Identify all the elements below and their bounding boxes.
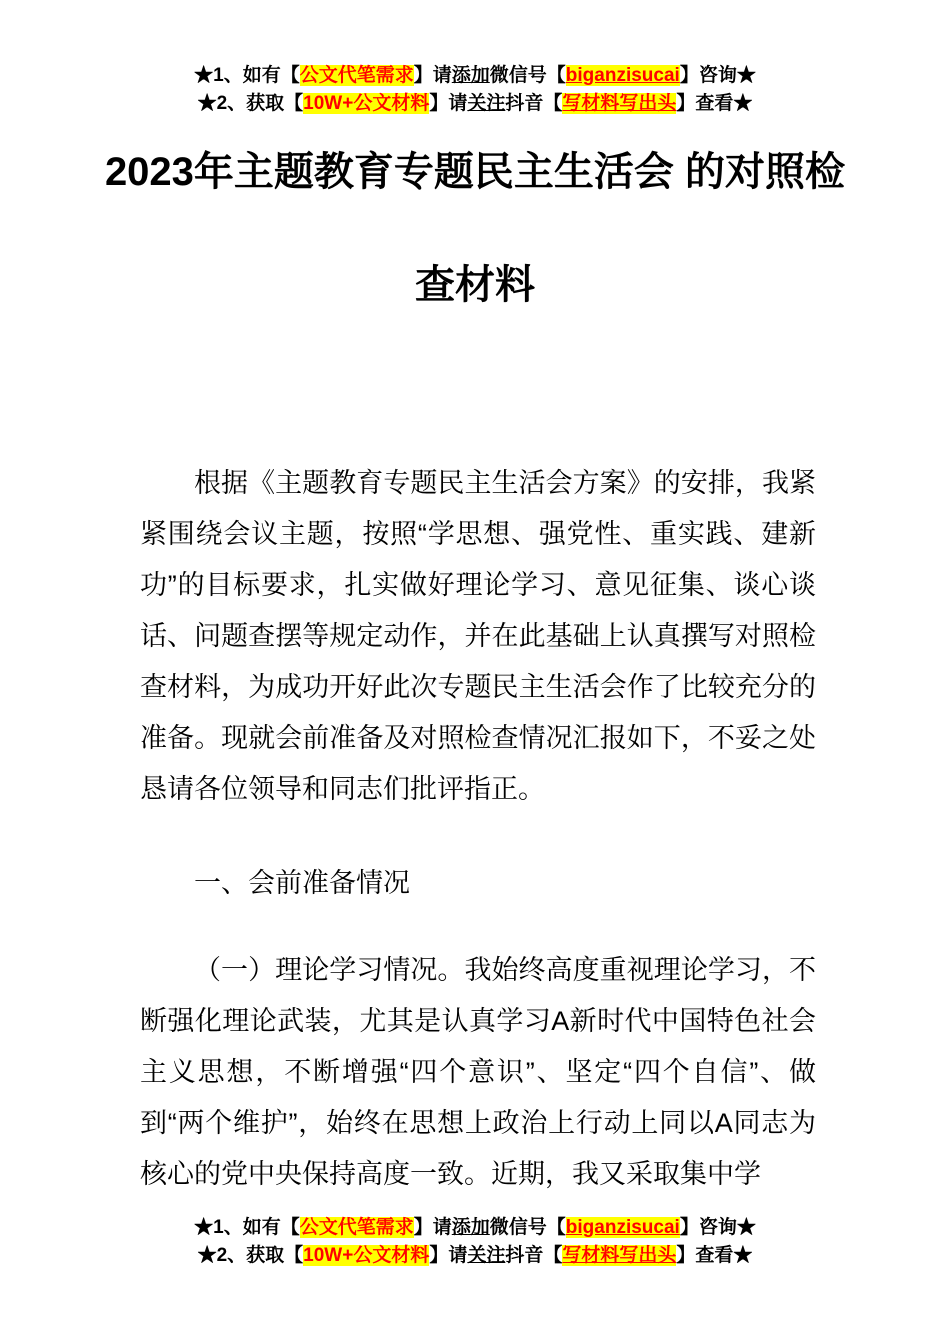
promo-highlighted-text: 写材料写出头 <box>562 1245 677 1266</box>
promo-text: 抖音【 <box>505 93 563 114</box>
promo-highlighted-text: biganzisucai <box>565 65 680 86</box>
promo-footer <box>0 1214 950 1270</box>
promo-underlined-text: 关注 <box>467 1245 506 1266</box>
promo-underlined-text: 添加 <box>451 65 490 86</box>
promo-highlighted-text: 10W+公文材料 <box>303 93 430 114</box>
promo-highlighted-text: biganzisucai <box>565 1217 680 1238</box>
promo-text: 】咨询★ <box>679 1217 756 1238</box>
promo-text: 】查看★ <box>676 93 753 114</box>
promo-underlined-text: 添加 <box>451 1217 490 1238</box>
body-paragraph: （一）理论学习情况。我始终高度重视理论学习，不断强化理论武装，尤其是认真学习A新时代中国特色社会主义思想，不断增强“四个意识”、坚定“四个自信”、做到“两个维护”，始终在思想上政治上行动上同以A同志为核心的党中央保持高度一致。近期，我又采取集中学 <box>140 955 816 1189</box>
promo-text: ★2、获取【 <box>197 1245 304 1266</box>
promo-text: 】请 <box>413 65 452 86</box>
promo-text: ★2、获取【 <box>197 93 304 114</box>
document-title <box>95 116 855 342</box>
promo-text: 】请 <box>429 93 468 114</box>
promo-line <box>0 1242 950 1270</box>
promo-text: ★1、如有【 <box>194 65 300 86</box>
document-body <box>140 458 816 1200</box>
promo-text: 微信号【 <box>489 1217 566 1238</box>
document-title-line: 查材料 <box>415 263 535 307</box>
promo-line <box>0 90 950 118</box>
promo-line <box>0 62 950 90</box>
promo-text: 】请 <box>429 1245 468 1266</box>
section-heading: 一、会前准备情况 <box>194 868 410 898</box>
promo-highlighted-text: 10W+公文材料 <box>303 1245 430 1266</box>
promo-line <box>0 1214 950 1242</box>
promo-text: 微信号【 <box>489 65 566 86</box>
promo-text: 】查看★ <box>676 1245 753 1266</box>
promo-text: ★1、如有【 <box>194 1217 300 1238</box>
promo-highlighted-text: 公文代笔需求 <box>299 1217 414 1238</box>
promo-underlined-text: 关注 <box>467 93 506 114</box>
promo-highlighted-text: 公文代笔需求 <box>299 65 414 86</box>
promo-text: 抖音【 <box>505 1245 563 1266</box>
promo-text: 】请 <box>413 1217 452 1238</box>
body-paragraph: 根据《主题教育专题民主生活会方案》的安排，我紧紧围绕会议主题，按照“学思想、强党性、重实践、建新功”的目标要求，扎实做好理论学习、意见征集、谈心谈话、问题查摆等规定动作，并在此基础上认真撰写对照检查材料，为成功开好此次专题民主生活会作了比较充分的准备。现就会前准备及对照检查情况汇报如下，不妥之处恳请各位领导和同志们批评指正。 <box>140 468 816 804</box>
promo-header <box>0 62 950 118</box>
promo-text: 】咨询★ <box>679 65 756 86</box>
document-title-line: 2023年主题教育专题民主生活会 的对照检 <box>104 150 846 194</box>
promo-highlighted-text: 写材料写出头 <box>562 93 677 114</box>
